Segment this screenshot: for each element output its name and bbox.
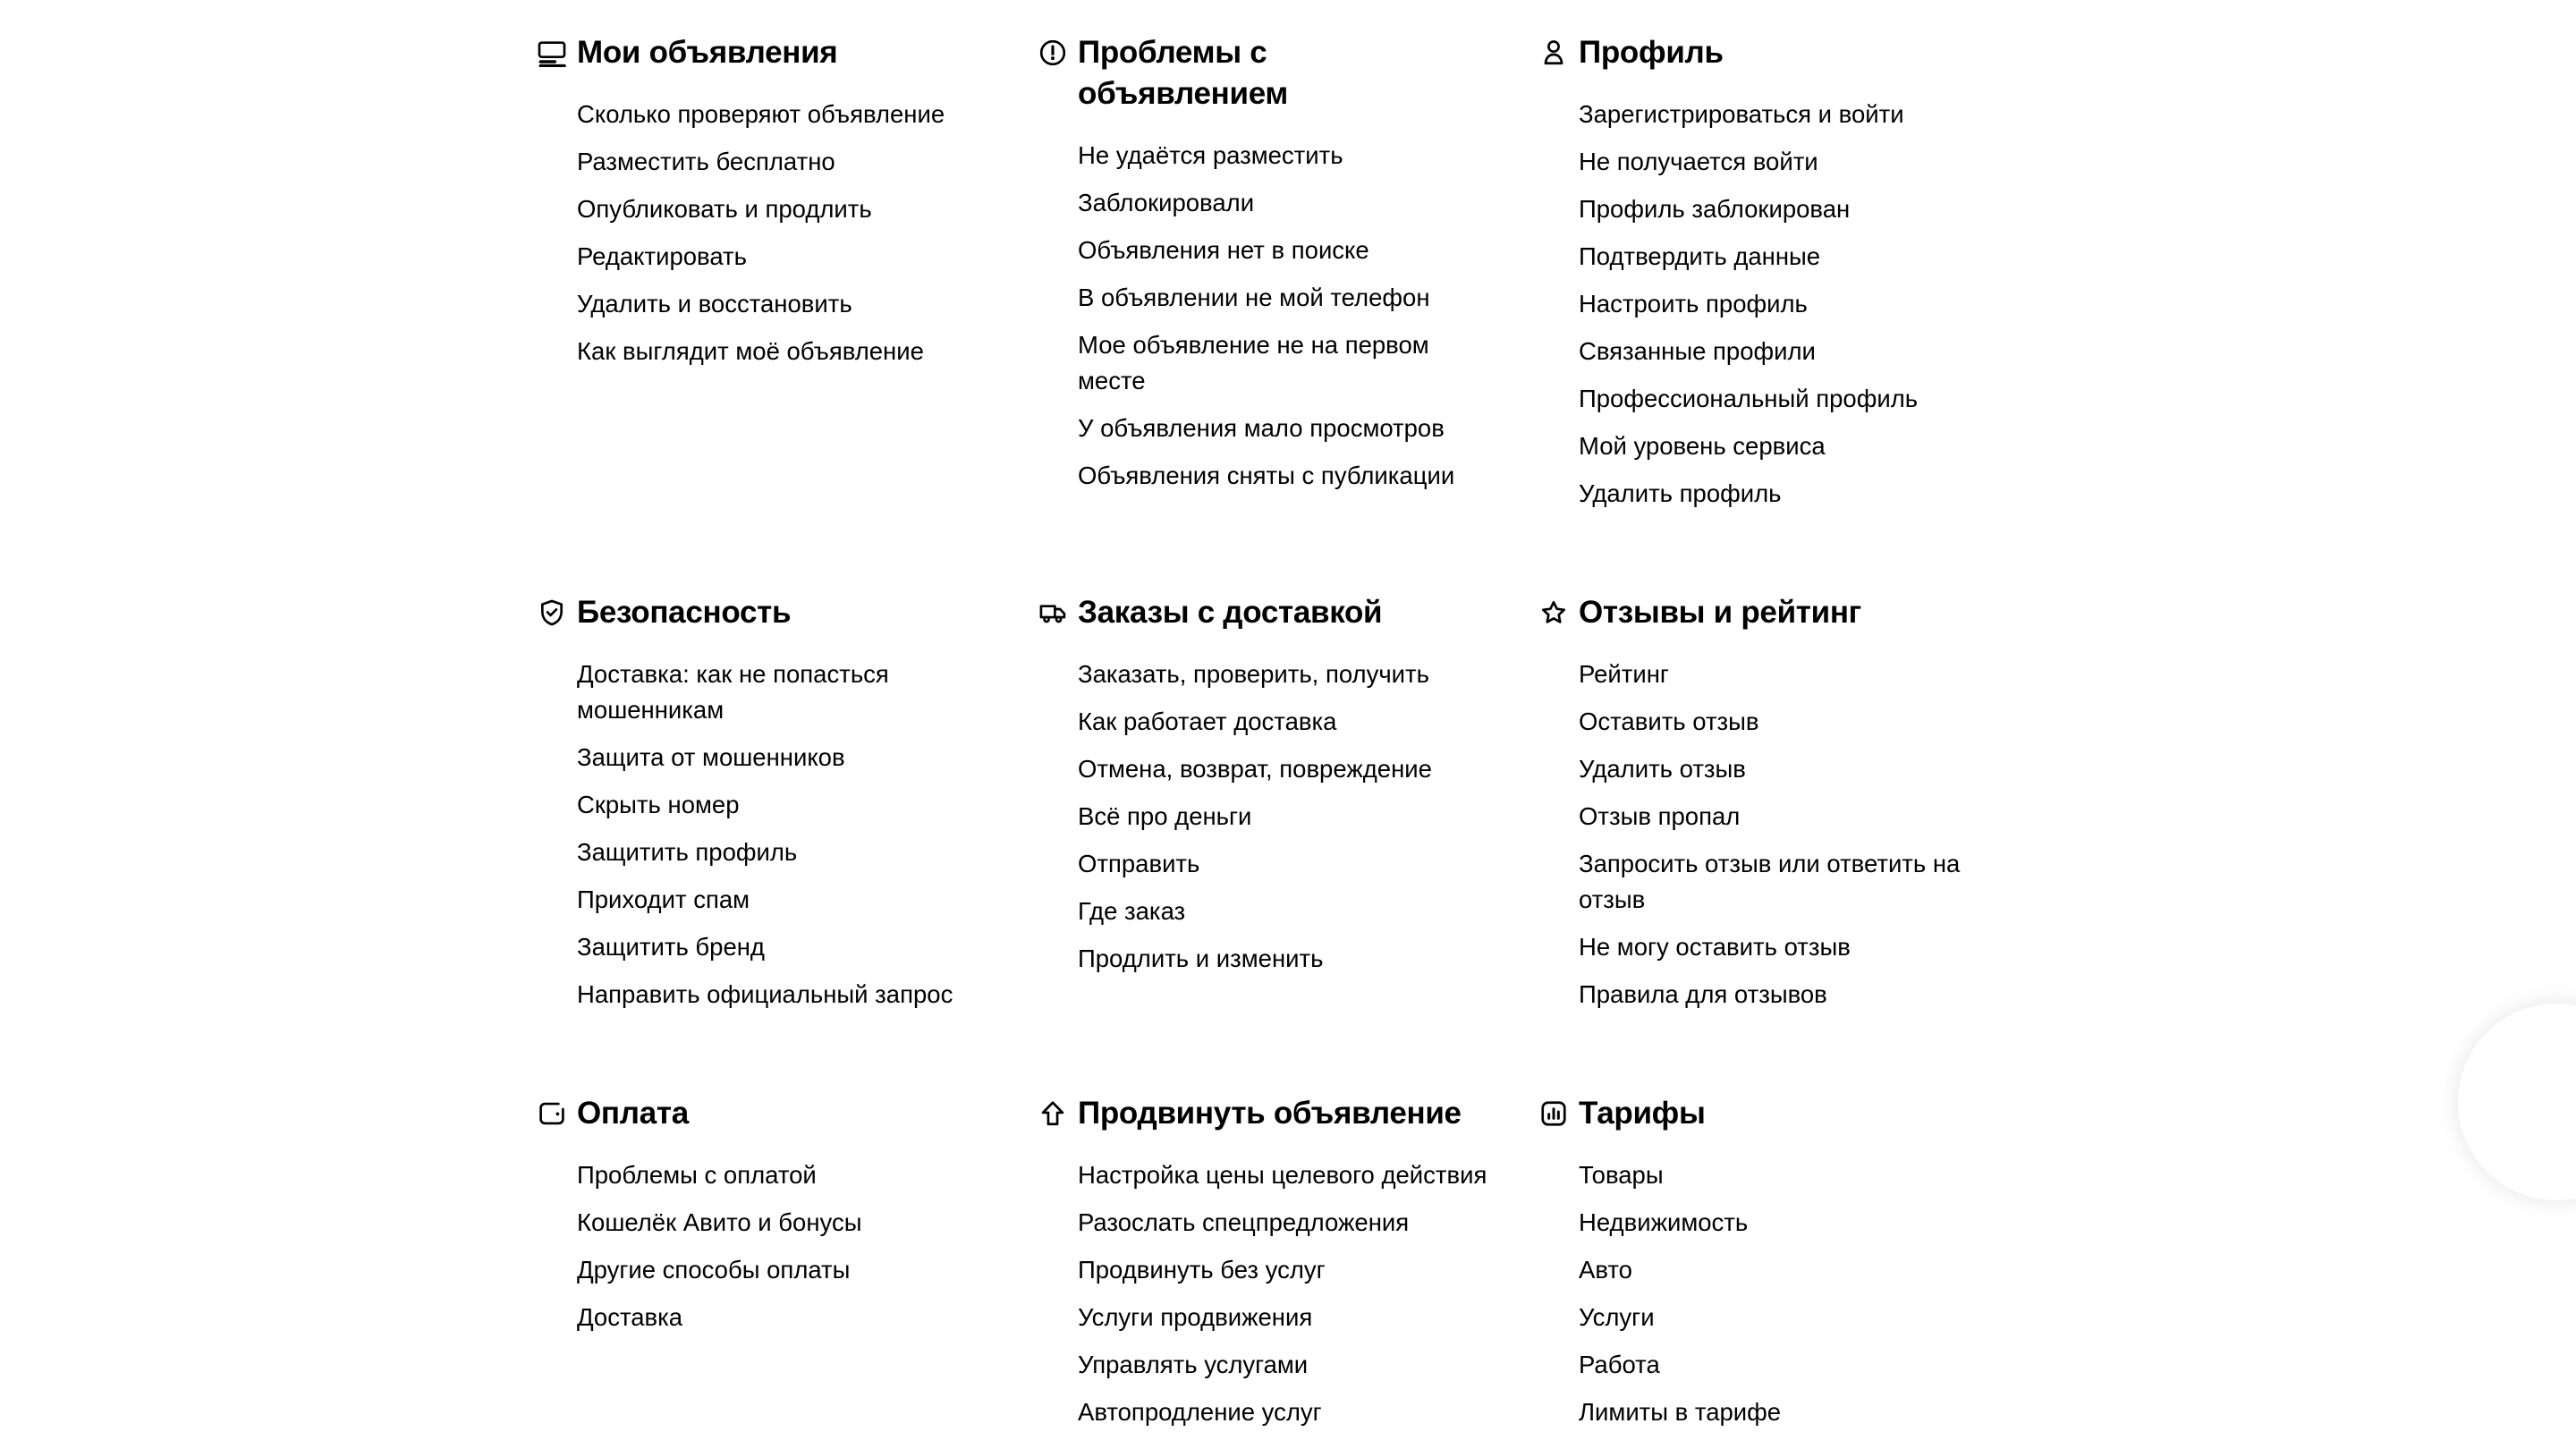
arrow-up-icon	[1038, 1099, 1067, 1128]
help-link[interactable]: Рейтинг	[1579, 660, 1669, 688]
help-link[interactable]: Не получается войти	[1579, 148, 1818, 175]
help-link[interactable]: Запросить отзыв или ответить на отзыв	[1579, 850, 1961, 913]
help-link[interactable]: Мое объявление не на первом месте	[1078, 331, 1429, 394]
help-link[interactable]: Продвинуть без услуг	[1078, 1256, 1326, 1284]
help-link[interactable]: Отправить	[1078, 850, 1200, 877]
help-link[interactable]: Настройка цены целевого действия	[1078, 1161, 1487, 1189]
help-link[interactable]: Защита от мошенников	[577, 743, 845, 771]
wallet-icon	[538, 1099, 566, 1128]
section-reviews-rating	[1539, 592, 2040, 1013]
help-link[interactable]: Защитить бренд	[577, 933, 765, 961]
help-link[interactable]: Отмена, возврат, повреждение	[1078, 755, 1432, 783]
help-link[interactable]: Услуги продвижения	[1078, 1303, 1313, 1331]
section-links-delivery-orders	[1078, 657, 1500, 977]
help-link[interactable]: Настроить профиль	[1579, 290, 1808, 318]
star-icon	[1539, 598, 1568, 627]
help-link[interactable]: Доставка: как не попасться мошенникам	[577, 660, 889, 724]
help-link[interactable]: Другие способы оплаты	[577, 1256, 851, 1284]
help-link[interactable]: Проблемы с оплатой	[577, 1161, 817, 1189]
alert-circle-icon	[1038, 38, 1067, 67]
section-delivery-orders	[1038, 592, 1539, 1013]
help-link[interactable]: Услуги	[1579, 1303, 1655, 1331]
section-my-listings	[538, 32, 1038, 512]
help-link[interactable]: Продлить и изменить	[1078, 945, 1324, 972]
truck-icon	[1038, 598, 1067, 627]
section-header-payment	[538, 1093, 999, 1134]
section-links-security	[577, 657, 999, 1013]
section-links-promote-listing	[1078, 1157, 1500, 1430]
help-link[interactable]: Управлять услугами	[1078, 1351, 1309, 1378]
help-link[interactable]: Мой уровень сервиса	[1579, 432, 1826, 460]
help-link[interactable]: Объявления сняты с публикации	[1078, 462, 1455, 489]
help-link[interactable]: Отзыв пропал	[1579, 802, 1741, 830]
section-title-reviews-rating[interactable]: Отзывы и рейтинг	[1579, 595, 1861, 630]
help-link[interactable]: В объявлении не мой телефон	[1078, 284, 1430, 311]
help-link[interactable]: Скрыть номер	[577, 791, 740, 818]
help-link[interactable]: Не удаётся разместить	[1078, 141, 1343, 169]
section-tariffs	[1539, 1093, 2040, 1430]
help-link[interactable]: Направить официальный запрос	[577, 980, 953, 1008]
shield-check-icon	[538, 598, 566, 627]
section-title-delivery-orders[interactable]: Заказы с доставкой	[1078, 595, 1383, 630]
help-link[interactable]: Оставить отзыв	[1579, 708, 1759, 735]
help-link[interactable]: Заблокировали	[1078, 189, 1255, 216]
section-profile	[1539, 32, 2040, 512]
help-link[interactable]: Доставка	[577, 1303, 683, 1331]
help-link[interactable]: Где заказ	[1078, 897, 1186, 925]
section-title-security[interactable]: Безопасность	[577, 595, 792, 630]
help-link[interactable]: Работа	[1579, 1351, 1660, 1378]
section-header-profile	[1539, 32, 2001, 73]
section-links-my-listings	[577, 97, 999, 369]
listing-icon	[538, 38, 566, 67]
help-link[interactable]: Подтвердить данные	[1579, 242, 1821, 270]
help-link[interactable]: Объявления нет в поиске	[1078, 236, 1369, 264]
section-links-tariffs	[1579, 1157, 2001, 1430]
help-link[interactable]: Как выглядит моё объявление	[577, 337, 924, 365]
help-link[interactable]: Зарегистрироваться и войти	[1579, 100, 1904, 128]
section-title-profile[interactable]: Профиль	[1579, 35, 1724, 70]
help-link[interactable]: Кошелёк Авито и бонусы	[577, 1208, 862, 1236]
section-title-promote-listing[interactable]: Продвинуть объявление	[1078, 1096, 1462, 1131]
section-header-delivery-orders	[1038, 592, 1500, 633]
section-promote-listing	[1038, 1093, 1539, 1430]
help-categories-grid	[538, 32, 2040, 1430]
section-security	[538, 592, 1038, 1013]
help-link[interactable]: Заказать, проверить, получить	[1078, 660, 1429, 688]
help-link[interactable]: Правила для отзывов	[1579, 980, 1827, 1008]
floating-circle-decoration	[2458, 1004, 2576, 1200]
section-header-security	[538, 592, 999, 633]
help-link[interactable]: Сколько проверяют объявление	[577, 100, 945, 128]
section-links-reviews-rating	[1579, 657, 2001, 1013]
section-payment	[538, 1093, 1038, 1430]
help-link[interactable]: Автопродление услуг	[1078, 1398, 1322, 1426]
help-link[interactable]: Связанные профили	[1579, 337, 1816, 365]
bar-chart-icon	[1539, 1099, 1568, 1128]
help-link[interactable]: Удалить отзыв	[1579, 755, 1746, 783]
help-link[interactable]: Удалить и восстановить	[577, 290, 852, 318]
section-header-my-listings	[538, 32, 999, 73]
help-link[interactable]: Не могу оставить отзыв	[1579, 933, 1851, 961]
help-link[interactable]: Защитить профиль	[577, 838, 798, 866]
help-link[interactable]: Профиль заблокирован	[1579, 195, 1851, 223]
section-title-listing-problems[interactable]: Проблемы с объявлением	[1078, 35, 1289, 111]
section-header-listing-problems	[1038, 32, 1500, 114]
help-link[interactable]: Приходит спам	[577, 886, 750, 913]
help-link[interactable]: У объявления мало просмотров	[1078, 414, 1445, 442]
help-link[interactable]: Лимиты в тарифе	[1579, 1398, 1782, 1426]
help-link[interactable]: Авто	[1579, 1256, 1632, 1284]
section-links-payment	[577, 1157, 999, 1335]
help-link[interactable]: Редактировать	[577, 242, 747, 270]
section-title-tariffs[interactable]: Тарифы	[1579, 1096, 1706, 1131]
section-header-promote-listing	[1038, 1093, 1500, 1134]
section-title-payment[interactable]: Оплата	[577, 1096, 689, 1131]
section-links-listing-problems	[1078, 138, 1500, 494]
help-link[interactable]: Опубликовать и продлить	[577, 195, 872, 223]
help-link[interactable]: Разместить бесплатно	[577, 148, 835, 175]
help-link[interactable]: Профессиональный профиль	[1579, 385, 1919, 412]
help-link[interactable]: Всё про деньги	[1078, 802, 1252, 830]
section-links-profile	[1579, 97, 2001, 512]
help-link[interactable]: Товары	[1579, 1161, 1664, 1189]
section-header-reviews-rating	[1539, 592, 2001, 633]
person-icon	[1539, 38, 1568, 67]
section-header-tariffs	[1539, 1093, 2001, 1134]
help-link[interactable]: Удалить профиль	[1579, 479, 1782, 507]
help-link[interactable]: Недвижимость	[1579, 1208, 1749, 1236]
section-listing-problems	[1038, 32, 1539, 512]
section-title-my-listings[interactable]: Мои объявления	[577, 35, 838, 70]
help-link[interactable]: Разослать спецпредложения	[1078, 1208, 1410, 1236]
help-link[interactable]: Как работает доставка	[1078, 708, 1337, 735]
